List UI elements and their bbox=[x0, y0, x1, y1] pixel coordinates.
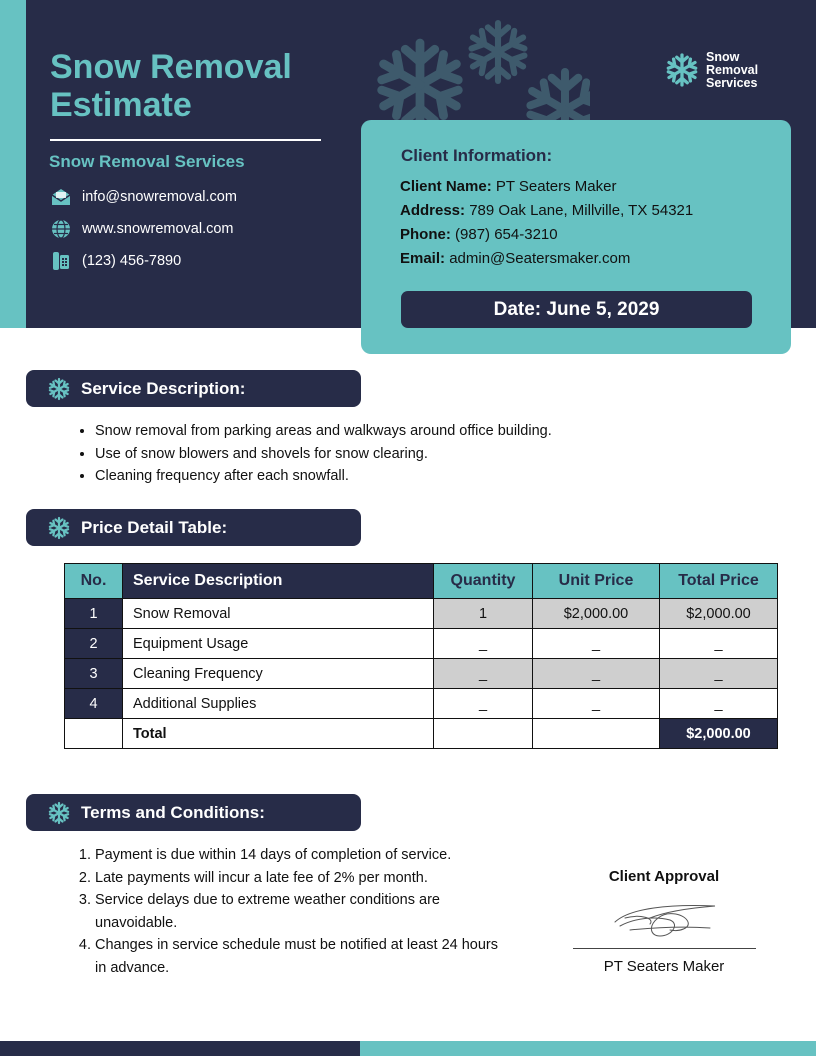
price-detail-heading: Price Detail Table: bbox=[81, 517, 228, 537]
contact-phone bbox=[49, 249, 181, 273]
row-description: Cleaning Frequency bbox=[123, 659, 434, 689]
terms-item: 4. Changes in service schedule must be notified at least 24 hours in advance. bbox=[95, 934, 505, 979]
service-item: • Use of snow blowers and shovels for snow clearing. bbox=[95, 443, 695, 466]
row-unit-price: _ bbox=[533, 659, 660, 689]
service-description-heading: Service Description: bbox=[81, 378, 246, 398]
total-row-empty-cell bbox=[533, 719, 660, 749]
row-total-price: _ bbox=[660, 659, 778, 689]
total-row-empty-cell bbox=[434, 719, 533, 749]
row-unit-price: _ bbox=[533, 689, 660, 719]
table-row bbox=[65, 659, 778, 689]
estimate-date: Date: June 5, 2029 bbox=[401, 291, 752, 328]
table-row bbox=[65, 689, 778, 719]
terms-item: 3. Service delays due to extreme weather conditions are unavoidable. bbox=[95, 889, 505, 934]
column-header-no: No. bbox=[65, 564, 123, 599]
contact-website-text[interactable]: www.snowremoval.com bbox=[82, 221, 234, 237]
total-row-empty-cell bbox=[65, 719, 123, 749]
client-phone-label: Phone: bbox=[400, 226, 451, 243]
signature-line bbox=[573, 948, 756, 949]
logo-text-line2: Removal bbox=[706, 62, 759, 77]
terms-item: 1. Payment is due within 14 days of completion of service. bbox=[95, 844, 505, 867]
table-total-row bbox=[65, 719, 778, 749]
row-number: 2 bbox=[65, 629, 123, 659]
row-number: 4 bbox=[65, 689, 123, 719]
logo-text-line3: Services bbox=[706, 75, 758, 90]
service-list bbox=[77, 420, 695, 488]
row-description: Additional Supplies bbox=[123, 689, 434, 719]
company-name: Snow Removal Services bbox=[49, 152, 245, 171]
client-name-value: PT Seaters Maker bbox=[495, 178, 617, 195]
table-row bbox=[65, 629, 778, 659]
row-quantity: 1 bbox=[434, 599, 533, 629]
client-info-card bbox=[361, 120, 791, 354]
total-value: $2,000.00 bbox=[660, 719, 778, 749]
row-description: Equipment Usage bbox=[123, 629, 434, 659]
terms-heading: Terms and Conditions: bbox=[81, 802, 265, 822]
row-total-price: _ bbox=[660, 689, 778, 719]
terms-header bbox=[26, 794, 361, 831]
price-table bbox=[64, 563, 778, 749]
header-accent-strip bbox=[0, 0, 26, 328]
row-total-price: $2,000.00 bbox=[660, 599, 778, 629]
table-header-row bbox=[65, 564, 778, 599]
row-quantity: _ bbox=[434, 689, 533, 719]
contact-email bbox=[49, 185, 237, 209]
contact-website bbox=[49, 217, 234, 241]
title-divider bbox=[50, 139, 321, 141]
row-number: 3 bbox=[65, 659, 123, 689]
client-approval-name: PT Seaters Maker bbox=[603, 958, 725, 975]
contact-phone-text[interactable]: (123) 456-7890 bbox=[82, 253, 182, 269]
envelope-icon bbox=[49, 185, 73, 209]
table-row bbox=[65, 599, 778, 629]
service-description-header bbox=[26, 370, 361, 407]
row-unit-price: $2,000.00 bbox=[533, 599, 660, 629]
client-email-line bbox=[400, 250, 630, 267]
globe-icon bbox=[49, 217, 73, 241]
row-total-price: _ bbox=[660, 629, 778, 659]
row-quantity: _ bbox=[434, 629, 533, 659]
signature-image bbox=[610, 896, 725, 942]
footer-band-navy bbox=[0, 1041, 360, 1056]
client-address-line bbox=[400, 202, 693, 219]
snowflake-icon bbox=[46, 376, 72, 402]
client-approval-title: Client Approval bbox=[608, 868, 720, 885]
logo-snowflake-icon bbox=[664, 50, 700, 90]
page-title: Snow Removal Estimate bbox=[50, 48, 292, 124]
total-label: Total bbox=[123, 719, 434, 749]
service-item: • Snow removal from parking areas and walkways around office building. bbox=[95, 420, 695, 443]
footer-band-teal bbox=[360, 1041, 816, 1056]
row-unit-price: _ bbox=[533, 629, 660, 659]
client-name-line bbox=[400, 178, 616, 195]
column-header-quantity: Quantity bbox=[434, 564, 533, 599]
client-name-label: Client Name: bbox=[400, 178, 492, 195]
service-item: • Cleaning frequency after each snowfall. bbox=[95, 465, 695, 488]
column-header-description: Service Description bbox=[123, 564, 434, 599]
client-email-label: Email: bbox=[400, 250, 446, 267]
snowflake-icon bbox=[46, 800, 72, 826]
client-address-label: Address: bbox=[400, 202, 466, 219]
column-header-unit-price: Unit Price bbox=[533, 564, 660, 599]
snowflake-icon bbox=[46, 515, 72, 541]
client-address-value: 789 Oak Lane, Millville, TX 54321 bbox=[469, 202, 694, 219]
terms-item: 2. Late payments will incur a late fee of 2% per month. bbox=[95, 867, 505, 890]
client-email-value: admin@Seatersmaker.com bbox=[449, 250, 631, 267]
price-detail-header bbox=[26, 509, 361, 546]
logo-text-line1: Snow bbox=[706, 49, 740, 64]
row-number: 1 bbox=[65, 599, 123, 629]
phone-icon bbox=[49, 249, 73, 273]
client-info-heading: Client Information: bbox=[401, 146, 553, 165]
column-header-total-price: Total Price bbox=[660, 564, 778, 599]
snowflake-decoration-icon bbox=[360, 10, 590, 130]
company-logo bbox=[664, 50, 758, 90]
logo-text bbox=[706, 51, 758, 90]
client-phone-value: (987) 654-3210 bbox=[455, 226, 558, 243]
row-quantity: _ bbox=[434, 659, 533, 689]
terms-list bbox=[76, 844, 505, 979]
contact-email-text[interactable]: info@snowremoval.com bbox=[82, 189, 237, 205]
row-description: Snow Removal bbox=[123, 599, 434, 629]
client-phone-line bbox=[400, 226, 558, 243]
